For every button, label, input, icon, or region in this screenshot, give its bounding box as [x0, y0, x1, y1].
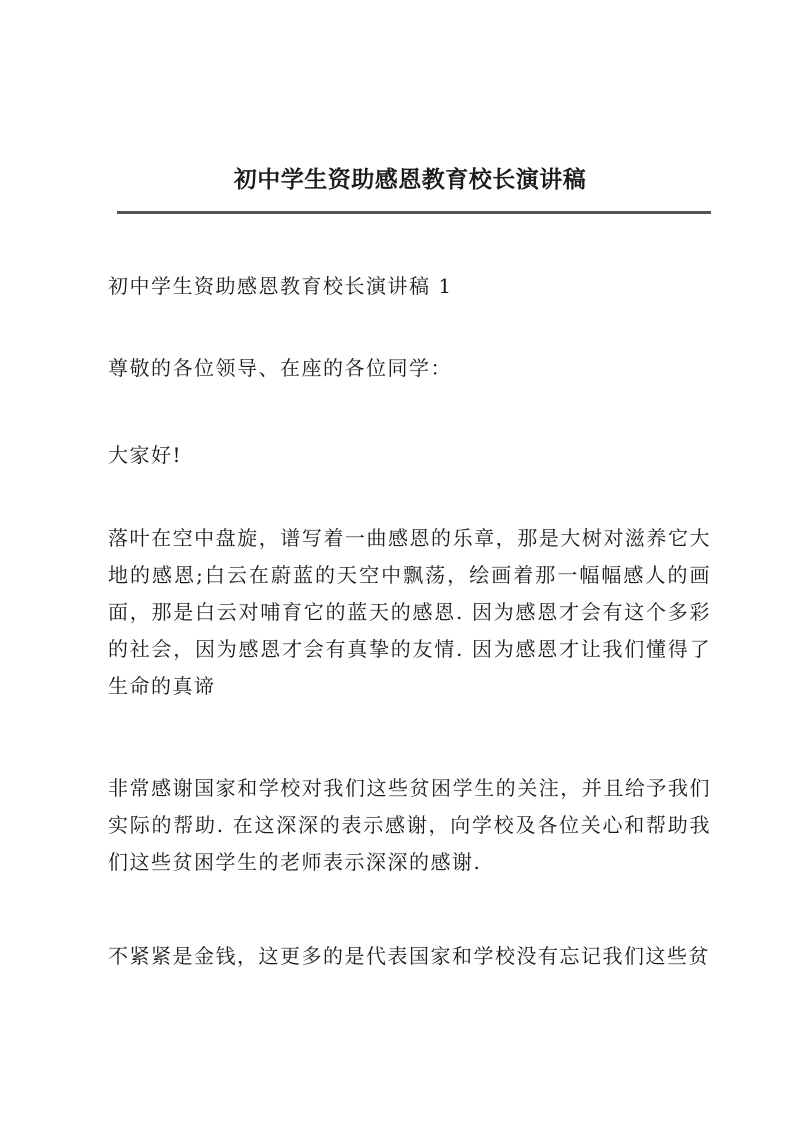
document-title: 初中学生资助感恩教育校长演讲稿 [233, 166, 587, 193]
body-paragraph: 非常感谢国家和学校对我们这些贫困学生的关注，并且给予我们实际的帮助. 在这深深的表示感谢，向学校及各位关心和帮助我们这些贫困学生的老师表示深深的感谢. [108, 776, 711, 874]
speech-heading: 初中学生资助感恩教育校长演讲稿 1 [108, 274, 453, 298]
body-paragraph: 不紧紧是金钱，这更多的是代表国家和学校没有忘记我们这些贫 [108, 944, 710, 968]
salutation-line: 尊敬的各位领导、在座的各位同学： [108, 356, 452, 380]
body-paragraph: 落叶在空中盘旋，谱写着一曲感恩的乐章，那是大树对滋养它大地的感恩;白云在蔚蓝的天空中飘荡，绘画着那一幅幅感人的画面，那是白云对哺育它的蓝天的感恩. 因为感恩才会有这个多彩的社会，因为感恩才会有真挚的友情. 因为感恩才让我们懂得了生命的真谛 [108, 526, 711, 698]
title-underline [117, 211, 711, 214]
greeting-line: 大家好! [108, 443, 183, 467]
